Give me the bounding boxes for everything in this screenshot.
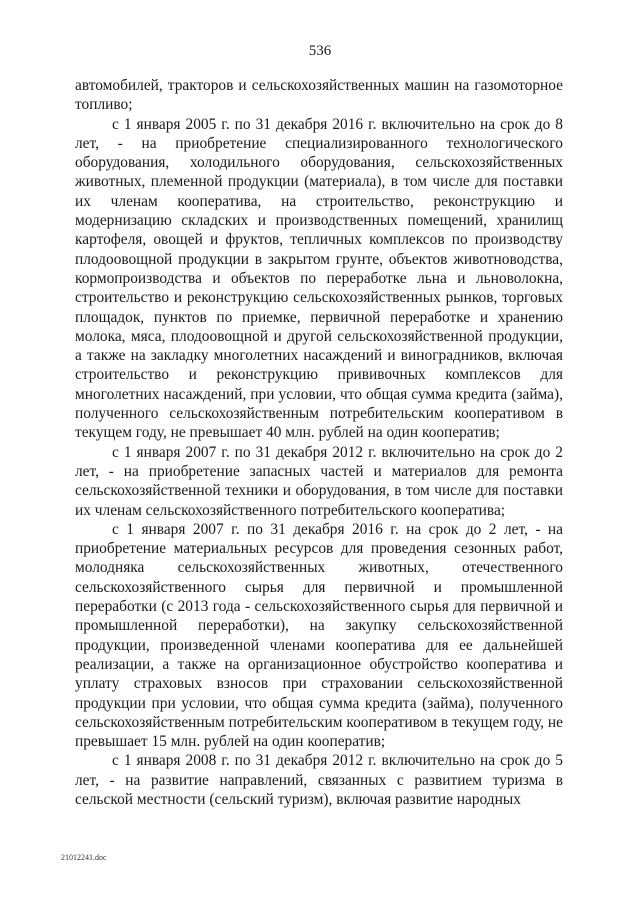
paragraph-continuation: автомобилей, тракторов и сельскохозяйственных машин на газомоторное топливо; xyxy=(75,77,563,114)
paragraph-2007-2016: с 1 января 2007 г. по 31 декабря 2016 г. на срок до 2 лет, - на приобретение материальных ресурсов для проведения сезонных работ, молодняка сельскохозяйственных животных, отечественного сельскохозяйственного сырья для первичной и промышленной переработки (с 2013 года - сельскохозяйственного сырья для первичной и промышленной переработки), на закупку сельскохозяйственной продукции, произведенной членами кооператива для ее дальнейшей реализации, а также на организационное обустройство кооператива и уплату страховых взносов при страховании сельскохозяйственной продукции при условии, что общая сумма кредита (займа), полученного сельскохозяйственным потребительским кооперативом в текущем году, не превышает 15 млн. рублей на один кооператив; xyxy=(75,520,563,751)
footer-filename: 21012241.doc xyxy=(61,853,107,862)
paragraph-2005-2016: с 1 января 2005 г. по 31 декабря 2016 г. включительно на срок до 8 лет, - на приобретение специализированного технологического оборудования, холодильного оборудования, сельскохозяйственных животных, племенной продукции (материала), в том числе для поставки их членам кооператива, на строительство, реконструкцию и модернизацию складских и производственных помещений, хранилищ картофеля, овощей и фруктов, тепличных комплексов по производству плодоовощной продукции в закрытом грунте, объектов животноводства, кормопроизводства и объектов по переработке льна и льноволокна, строительство и реконструкцию сельскохозяйственных рынков, торговых площадок, пунктов по приемке, первичной переработке и хранению молока, мяса, плодоовощной и другой сельскохозяйственной продукции, а также на закладку многолетних насаждений и виноградников, включая строительство и реконструкцию прививочных комплексов для многолетних насаждений, при условии, что общая сумма кредита (займа), полученного сельскохозяйственным потребительским кооперативом в текущем году, не превышает 40 млн. рублей на один кооператив; xyxy=(75,115,563,442)
paragraph-2007-2012: с 1 января 2007 г. по 31 декабря 2012 г. включительно на срок до 2 лет, - на приобретение запасных частей и материалов для ремонта сельскохозяйственной техники и оборудования, в том числе для поставки их членам сельскохозяйственного потребительского кооператива; xyxy=(75,443,563,519)
paragraph-2008-2012: с 1 января 2008 г. по 31 декабря 2012 г. включительно на срок до 5 лет, - на развитие направлений, связанных с развитием туризма в сельской местности (сельский туризм), включая развитие народных xyxy=(75,752,563,808)
page-number: 536 xyxy=(308,43,332,59)
document-body xyxy=(75,76,563,809)
